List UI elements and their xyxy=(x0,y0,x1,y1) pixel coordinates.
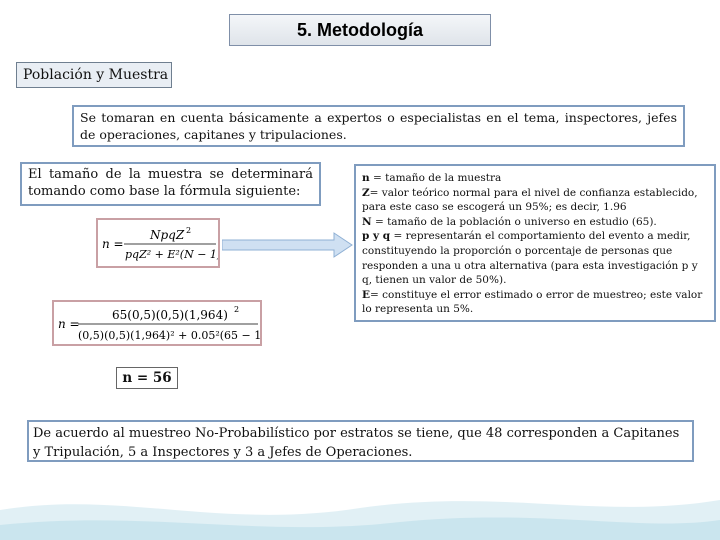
page-title-text: 5. Metodología xyxy=(297,19,423,40)
sample-result xyxy=(116,367,178,389)
section-label-text: Población y Muestra xyxy=(23,67,169,83)
definition-text: = tamaño de la población o universo en estudio (65). xyxy=(371,215,657,228)
conclusion-text: De acuerdo al muestreo No-Probabilístico por estratos se tiene, que 48 corresponden a Capitanes y Tripulación, 5 a Inspectores y 3 a Jefes de Operaciones. xyxy=(27,420,694,462)
definition-text: = valor teórico normal para el nivel de confianza establecido, para este caso se escogerá un 95%; es decir, 1.96 xyxy=(362,186,698,214)
general-formula xyxy=(96,218,220,268)
formula1-numerator-exp: 2 xyxy=(186,226,192,235)
definition-term: n xyxy=(362,172,370,184)
general-formula-svg xyxy=(98,220,218,266)
right-arrow-icon xyxy=(222,232,354,258)
definition-term: N xyxy=(362,215,372,228)
formula1-denominator: pqZ² + E²(N − 1) xyxy=(125,248,218,261)
section-label xyxy=(16,62,172,88)
formula1-lhs: n = xyxy=(102,237,124,251)
population-description: Se tomaran en cuenta básicamente a expertos o especialistas en el tema, inspectores, jefes de operaciones, capitanes y tripulaciones. xyxy=(72,105,685,147)
definition-z xyxy=(362,186,708,215)
formula2-lhs: n = xyxy=(58,317,80,331)
arrow-shape xyxy=(222,233,352,257)
applied-formula-svg xyxy=(54,302,260,344)
formula2-numerator: 65(0,5)(0,5)(1,964) xyxy=(112,308,228,322)
definition-term: p y q xyxy=(362,230,391,243)
definition-text: = representarán el comportamiento del evento a medir, constituyendo la proporción o porcentaje de personas que responden a una u otra alternativa (para esta investigación p y q, tienen un valor de 50%). xyxy=(362,230,698,287)
formula2-numerator-exp: 2 xyxy=(234,305,240,314)
definition-n xyxy=(362,171,708,186)
formula2-denominator: (0,5)(0,5)(1,964)² + 0.05²(65 − 1) xyxy=(78,329,260,342)
definition-term: E xyxy=(362,288,371,301)
decorative-wave xyxy=(0,470,720,540)
definition-term: Z xyxy=(362,186,370,199)
definition-p-q xyxy=(362,229,708,287)
sample-result-text: n = 56 xyxy=(122,370,172,386)
sample-size-text: El tamaño de la muestra se determinará tomando como base la fórmula siguiente: xyxy=(20,162,321,206)
formula1-numerator: NpqZ xyxy=(150,228,185,242)
variable-definitions xyxy=(354,164,716,322)
page-title xyxy=(229,14,491,46)
definition-e xyxy=(362,288,708,317)
applied-formula xyxy=(52,300,262,346)
definition-text: = constituye el error estimado o error de muestreo; este valor lo representa un 5%. xyxy=(362,288,703,316)
definition-text: = tamaño de la muestra xyxy=(369,172,502,184)
definition-population xyxy=(362,215,708,230)
